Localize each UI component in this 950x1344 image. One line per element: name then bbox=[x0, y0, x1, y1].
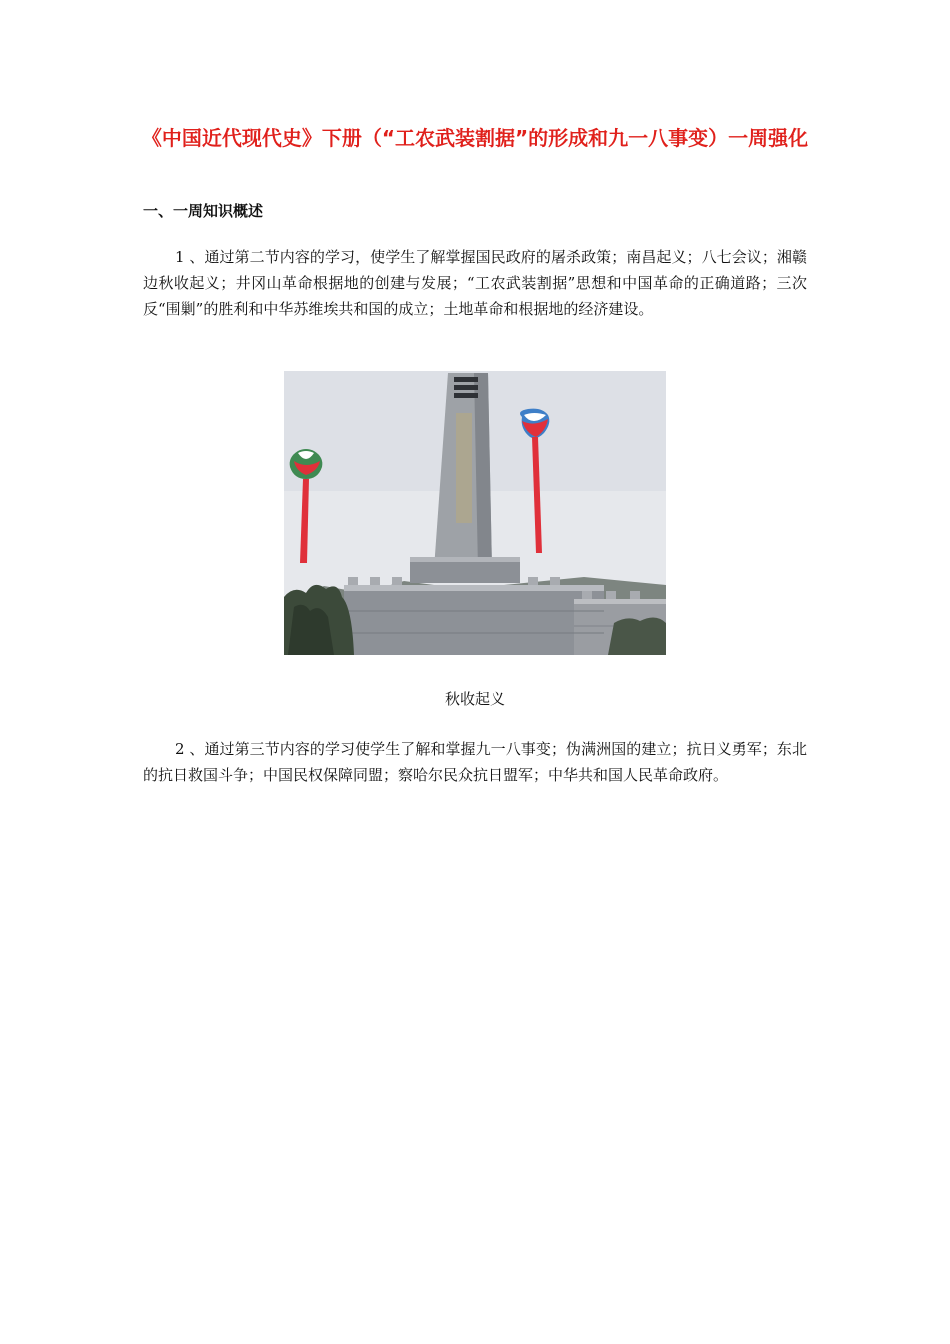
paragraph-2: 2 、通过第三节内容的学习使学生了解和掌握九一八事变；伪满洲国的建立；抗日义勇军；东北的抗日救国斗争；中国民权保障同盟；察哈尔民众抗日盟军；中华共和国人民革命政府。 bbox=[143, 740, 807, 784]
paragraph-1: 1 、通过第二节内容的学习，使学生了解掌握国民政府的屠杀政策；南昌起义；八七会议；湘赣边秋收起义；井冈山革命根据地的创建与发展；“工农武装割据”思想和中国革命的正确道路；三次反“围剿”的胜利和中华苏维埃共和国的成立；土地革命和根据地的经济建设。 bbox=[143, 248, 807, 318]
figure-caption: 秋收起义 bbox=[444, 690, 505, 708]
document-title: 《中国近代现代史》下册（“工农武装割据”的形成和九一八事变）一周强化 bbox=[141, 126, 809, 150]
monument-photo bbox=[284, 371, 666, 655]
section-heading: 一、一周知识概述 bbox=[143, 202, 264, 220]
